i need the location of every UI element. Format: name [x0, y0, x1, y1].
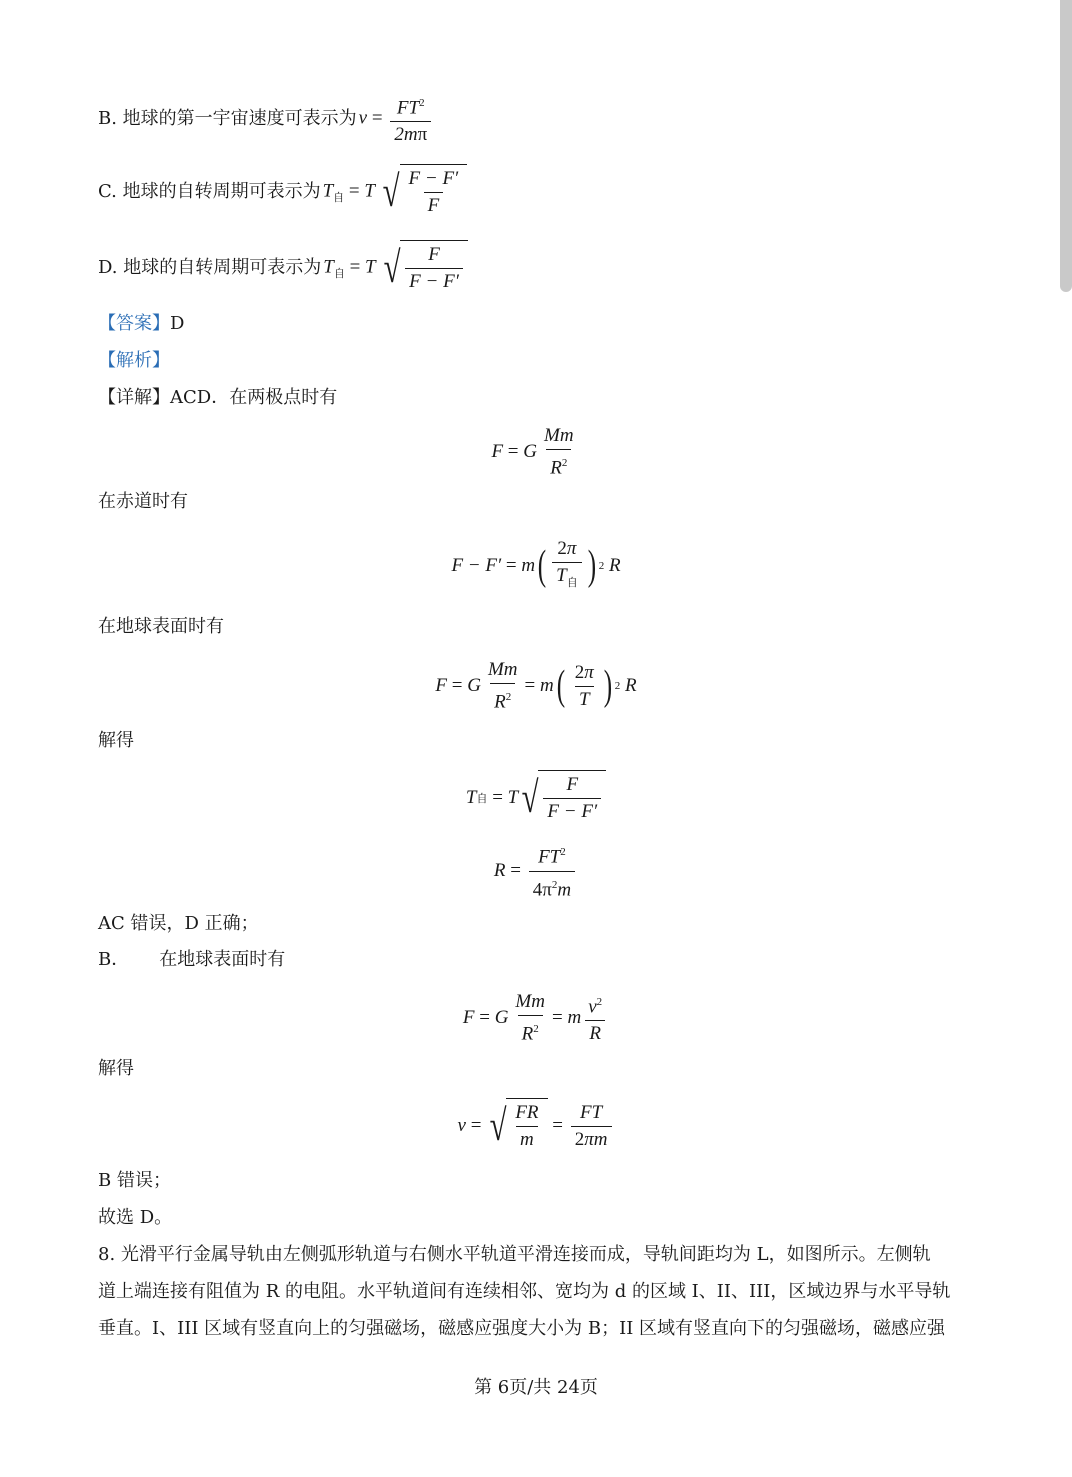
- b-analysis-text: 在地球表面时有: [159, 949, 286, 970]
- solve-text-1: 解得: [98, 730, 134, 751]
- question-8-line-3: 垂直。I、III 区域有竖直向上的匀强磁场，磁感应强度大小为 B；II 区域有竖直向下的匀强磁场，磁感应强: [98, 1318, 946, 1339]
- page-footer: 第 6页/共 24页: [474, 1377, 598, 1398]
- option-d: [98, 240, 468, 296]
- equator-text: 在赤道时有: [98, 491, 188, 512]
- equation-velocity-force: F = G $\frac{Mm}{R^2}$ = m $\frac{v^2}{R}$: [0, 990, 1072, 1046]
- detail-text: ACD．在两极点时有: [170, 387, 338, 408]
- option-d-formula: $T_自 = T$ √ $\frac{F}{F - F'}$: [323, 240, 468, 296]
- option-b-formula: v = $\frac{FT^2}{2m\pi}$: [359, 92, 434, 146]
- b-wrong: B 错误；: [98, 1170, 171, 1191]
- option-c-formula: $T_自 = T$ √ $\frac{F - F'}{F}$: [323, 164, 468, 220]
- b-label: B．: [98, 949, 130, 970]
- option-c-text: C. 地球的自转周期可表示为: [98, 181, 321, 202]
- equation-equator: F − F′ = m ( $\frac{2\pi}{T_自}$ ) 2 R: [0, 530, 1072, 602]
- question-8-line-1: 8. 光滑平行金属导轨由左侧弧形轨道与右侧水平轨道平滑连接而成，导轨间距均为 L，如图所示。左侧轨: [98, 1244, 931, 1265]
- equation-period: T 自 = T √ $\frac{F}{F - F'}$: [0, 768, 1072, 828]
- analysis-label: 【解析】: [98, 350, 170, 371]
- choose-answer: 故选 D。: [98, 1207, 173, 1228]
- scrollbar[interactable]: [1060, 0, 1072, 292]
- answer-value: D: [170, 313, 185, 334]
- answer-label: 【答案】: [98, 313, 170, 334]
- question-8-line-2: 道上端连接有阻值为 R 的电阻。水平轨道间有连续相邻、宽均为 d 的区域 I、II、III，区域边界与水平导轨: [98, 1281, 951, 1302]
- ac-wrong: AC 错误，D 正确；: [98, 913, 259, 934]
- equation-velocity: v = √ $\frac{FR}{m}$ = $\frac{FT}{2\pi m}$: [0, 1096, 1072, 1156]
- option-b-text: B. 地球的第一宇宙速度可表示为: [98, 108, 357, 130]
- b-analysis-line: [98, 948, 285, 972]
- equation-radius: R = $\frac{FT^2}{4\pi^2m}$: [0, 842, 1072, 900]
- solve-text-2: 解得: [98, 1058, 134, 1079]
- answer-line: [98, 312, 184, 336]
- detail-line: [98, 386, 337, 410]
- option-b: [98, 92, 434, 146]
- option-d-text: D. 地球的自转周期可表示为: [98, 257, 322, 278]
- equation-pole: F = G $\frac{Mm}{R^2}$: [491, 424, 574, 479]
- equation-surface: F = G $\frac{Mm}{R^2}$ = m ( $\frac{2\pi}{T}$ ) 2 R: [435, 658, 637, 713]
- option-c: [98, 164, 467, 220]
- surface-text-1: 在地球表面时有: [98, 616, 224, 637]
- detail-label: 【详解】: [98, 387, 170, 408]
